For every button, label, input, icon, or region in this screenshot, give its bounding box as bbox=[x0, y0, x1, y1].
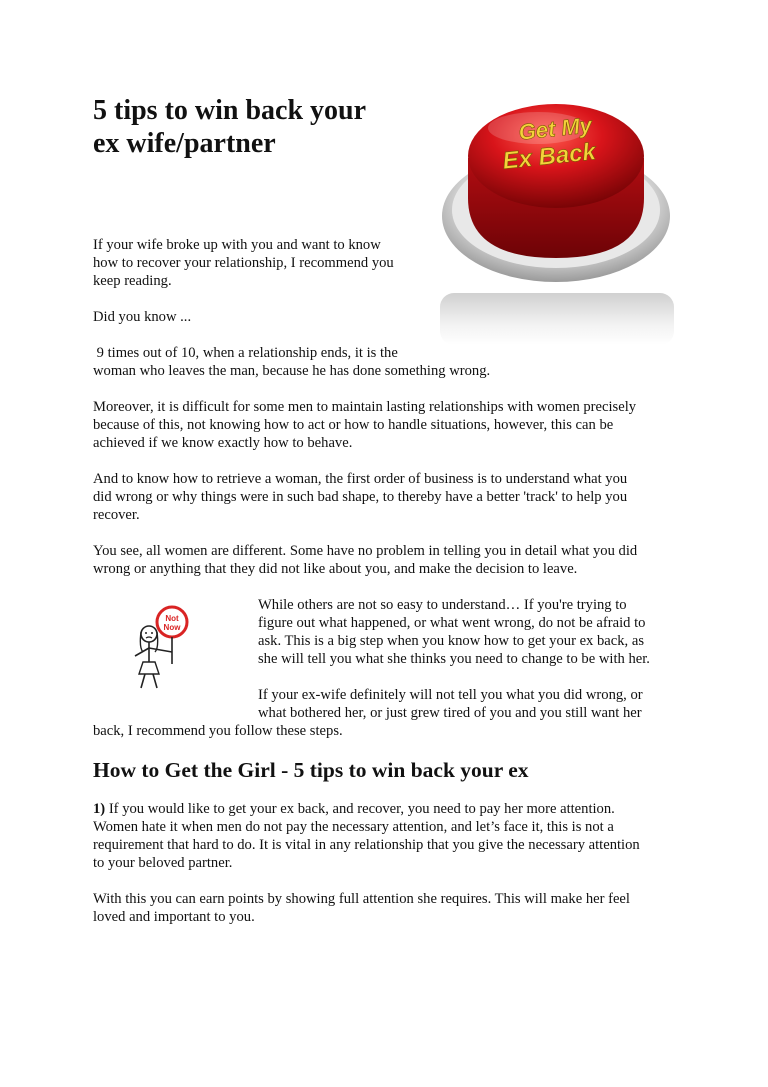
not-now-stick-figure-image bbox=[125, 604, 195, 690]
page-title bbox=[93, 94, 423, 160]
get-my-ex-back-button-image bbox=[438, 98, 678, 348]
nine-times-paragraph: 9 times out of 10, when a relationship ends, it is the woman who leaves the man, because he has done something wrong. bbox=[93, 345, 491, 379]
moreover-paragraph: Moreover, it is difficult for some men to maintain lasting relationships with women precisely because of this, not knowing how to act or how to handle situations, however, this can be achieved if we know exactly how to behave. bbox=[93, 399, 637, 451]
points-paragraph: With this you can earn points by showing full attention she requires. This will make her feel loved and important to you. bbox=[93, 891, 630, 925]
tip-1-number: 1) bbox=[93, 801, 106, 817]
exwife-paragraph-line-3: back, I recommend you follow these steps. bbox=[93, 723, 343, 739]
intro-paragraph: If your wife broke up with you and want to know how to recover your relationship, I recommend you keep reading. bbox=[93, 237, 394, 289]
others-paragraph: While others are not so easy to understand… If you're trying to figure out what happened, or what went wrong, do not be afraid to ask. This is a big step when you know how to get your ex back, as she will tell you what she thinks you need to change to be with her. bbox=[258, 597, 650, 667]
button-text-line-2: Ex Back bbox=[501, 138, 598, 175]
different-paragraph: You see, all women are different. Some have no problem in telling you in detail what you did wrong or anything that they did not like about you, and make the decision to leave. bbox=[93, 543, 638, 577]
title-line-2: ex wife/partner bbox=[93, 128, 276, 159]
retrieve-paragraph: And to know how to retrieve a woman, the first order of business is to understand what you did wrong or why things were in such bad shape, to thereby have a better 'track' to help you recover. bbox=[93, 471, 628, 523]
tip-1-paragraph: 1) If you would like to get your ex back, and recover, you need to pay her more attention. Women hate it when men do not pay the necessary attention, and let’s face it, this is not a requirement that hard to do. It is vital in any relationship that you give the necessary attention to your beloved partner. bbox=[93, 801, 640, 871]
exwife-paragraph-lines-1-2: If your ex-wife definitely will not tell you what you did wrong, or what bothered her, or just grew tired of you and you still want her bbox=[258, 687, 643, 721]
sign-text-line-2: Now bbox=[163, 623, 181, 632]
title-line-1: 5 tips to win back your bbox=[93, 95, 367, 126]
sign-text-line-1: Not bbox=[165, 614, 179, 623]
section-heading: How to Get the Girl - 5 tips to win back your ex bbox=[93, 758, 529, 782]
did-you-know-paragraph: Did you know ... bbox=[93, 309, 192, 325]
button-text-line-1: Get My bbox=[517, 112, 594, 145]
